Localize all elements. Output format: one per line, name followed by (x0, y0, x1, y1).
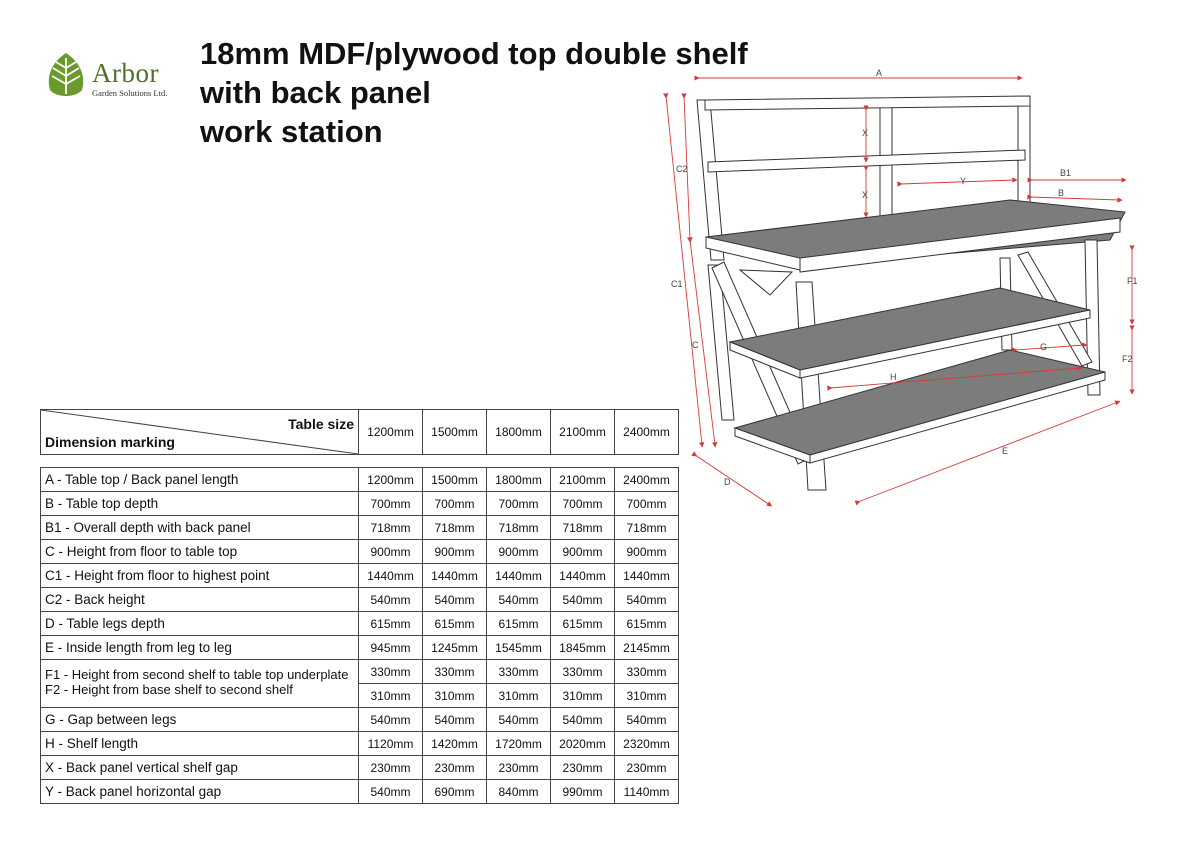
table-cell: 840mm (487, 780, 551, 804)
table-cell: 1140mm (615, 780, 679, 804)
row-label: E - Inside length from leg to leg (41, 636, 359, 660)
table-row (41, 588, 679, 612)
table-cell: 540mm (487, 708, 551, 732)
table-cell: 900mm (487, 540, 551, 564)
brand-logo (42, 50, 182, 102)
dim-label-f1: F1 (1127, 276, 1138, 286)
brand-tagline: Garden Solutions Ltd. (92, 88, 168, 98)
row-label: A - Table top / Back panel length (41, 468, 359, 492)
table-cell: 230mm (487, 756, 551, 780)
row-label: H - Shelf length (41, 732, 359, 756)
table-cell: 540mm (359, 708, 423, 732)
table-cell: 330mm (551, 660, 615, 684)
table-row (41, 636, 679, 660)
table-cell: 718mm (423, 516, 487, 540)
table-cell: 700mm (551, 492, 615, 516)
title-line-2: with back panel (200, 75, 431, 110)
table-cell: 1200mm (359, 468, 423, 492)
table-cell: 2020mm (551, 732, 615, 756)
table-cell: 900mm (615, 540, 679, 564)
table-cell: 310mm (551, 684, 615, 708)
table-cell: 330mm (359, 660, 423, 684)
table-cell: 330mm (423, 660, 487, 684)
table-row (41, 468, 679, 492)
table-cell: 615mm (615, 612, 679, 636)
table-cell: 540mm (615, 588, 679, 612)
size-header: 1800mm (487, 410, 551, 455)
title-line-1: 18mm MDF/plywood top double shelf (200, 36, 748, 71)
f2-label: F2 - Height from base shelf to second shelf (45, 682, 293, 697)
table-cell: 615mm (551, 612, 615, 636)
table-cell: 230mm (359, 756, 423, 780)
table-cell: 700mm (423, 492, 487, 516)
table-cell: 1120mm (359, 732, 423, 756)
table-cell: 1440mm (359, 564, 423, 588)
table-row (41, 660, 679, 684)
table-cell: 615mm (487, 612, 551, 636)
table-cell: 330mm (615, 660, 679, 684)
table-cell: 945mm (359, 636, 423, 660)
table-cell: 718mm (615, 516, 679, 540)
table-cell: 540mm (615, 708, 679, 732)
table-row (41, 612, 679, 636)
table-cell: 1420mm (423, 732, 487, 756)
f1-label: F1 - Height from second shelf to table top underplate (45, 667, 349, 682)
table-cell: 690mm (423, 780, 487, 804)
table-cell: 540mm (423, 588, 487, 612)
table-cell: 900mm (423, 540, 487, 564)
table-cell: 230mm (615, 756, 679, 780)
dim-label-g: G (1040, 342, 1048, 352)
table-cell: 2400mm (615, 468, 679, 492)
table-cell: 900mm (551, 540, 615, 564)
table-cell: 330mm (487, 660, 551, 684)
table-cell: 1440mm (423, 564, 487, 588)
dim-label-x-bottom: X (862, 190, 869, 200)
row-label: C1 - Height from floor to highest point (41, 564, 359, 588)
table-cell: 1245mm (423, 636, 487, 660)
dim-label-a: A (876, 68, 883, 78)
dim-label-x-top: X (862, 128, 869, 138)
table-cell: 540mm (359, 588, 423, 612)
dim-label-y: Y (960, 176, 967, 186)
f-rows-label (41, 660, 359, 708)
row-label: Y - Back panel horizontal gap (41, 780, 359, 804)
table-cell: 1440mm (487, 564, 551, 588)
table-cell: 310mm (615, 684, 679, 708)
table-cell: 700mm (359, 492, 423, 516)
table-cell: 1845mm (551, 636, 615, 660)
row-label: B1 - Overall depth with back panel (41, 516, 359, 540)
table-cell: 718mm (359, 516, 423, 540)
dim-label-c1: C1 (671, 279, 683, 289)
table-cell: 1440mm (615, 564, 679, 588)
title-line-3: work station (200, 114, 383, 149)
table-row (41, 492, 679, 516)
table-cell: 310mm (423, 684, 487, 708)
row-label: D - Table legs depth (41, 612, 359, 636)
table-cell: 1720mm (487, 732, 551, 756)
table-cell: 718mm (551, 516, 615, 540)
table-cell: 1800mm (487, 468, 551, 492)
size-header: 2100mm (551, 410, 615, 455)
table-cell: 900mm (359, 540, 423, 564)
size-header: 1200mm (359, 410, 423, 455)
table-cell: 700mm (487, 492, 551, 516)
size-header: 2400mm (615, 410, 679, 455)
dim-label-h: H (890, 372, 897, 382)
table-cell: 718mm (487, 516, 551, 540)
table-row (41, 732, 679, 756)
dim-label-e: E (1002, 446, 1009, 456)
row-label: G - Gap between legs (41, 708, 359, 732)
dimension-marking-label: Dimension marking (45, 434, 175, 450)
row-label: B - Table top depth (41, 492, 359, 516)
table-row (41, 780, 679, 804)
table-cell: 230mm (551, 756, 615, 780)
table-cell: 615mm (423, 612, 487, 636)
workbench-frame (697, 96, 1125, 490)
dim-label-b: B (1058, 188, 1065, 198)
header-corner-cell (41, 410, 359, 455)
table-row (41, 516, 679, 540)
table-size-label: Table size (288, 416, 354, 432)
table-row (41, 708, 679, 732)
table-cell: 540mm (423, 708, 487, 732)
dim-label-c2: C2 (676, 164, 688, 174)
dim-label-c: C (692, 340, 699, 350)
table-row (41, 540, 679, 564)
table-cell: 540mm (487, 588, 551, 612)
table-cell: 230mm (423, 756, 487, 780)
table-cell: 2100mm (551, 468, 615, 492)
dimension-table (40, 467, 679, 804)
workbench-drawing (655, 60, 1155, 520)
table-cell: 700mm (615, 492, 679, 516)
table-cell: 2145mm (615, 636, 679, 660)
table-cell: 310mm (487, 684, 551, 708)
table-cell: 310mm (359, 684, 423, 708)
table-cell: 1500mm (423, 468, 487, 492)
row-label: C2 - Back height (41, 588, 359, 612)
table-cell: 2320mm (615, 732, 679, 756)
row-label: X - Back panel vertical shelf gap (41, 756, 359, 780)
size-header: 1500mm (423, 410, 487, 455)
brand-name: Arbor (92, 58, 159, 88)
table-row (41, 564, 679, 588)
dim-label-f2: F2 (1122, 354, 1133, 364)
table-cell: 540mm (359, 780, 423, 804)
leaf-icon (42, 50, 90, 100)
table-row (41, 756, 679, 780)
table-cell: 615mm (359, 612, 423, 636)
dim-label-d: D (724, 477, 731, 487)
table-cell: 540mm (551, 588, 615, 612)
row-label: C - Height from floor to table top (41, 540, 359, 564)
table-cell: 540mm (551, 708, 615, 732)
size-header-table (40, 409, 679, 455)
table-cell: 1545mm (487, 636, 551, 660)
table-cell: 1440mm (551, 564, 615, 588)
table-cell: 990mm (551, 780, 615, 804)
dim-label-b1: B1 (1060, 168, 1072, 178)
